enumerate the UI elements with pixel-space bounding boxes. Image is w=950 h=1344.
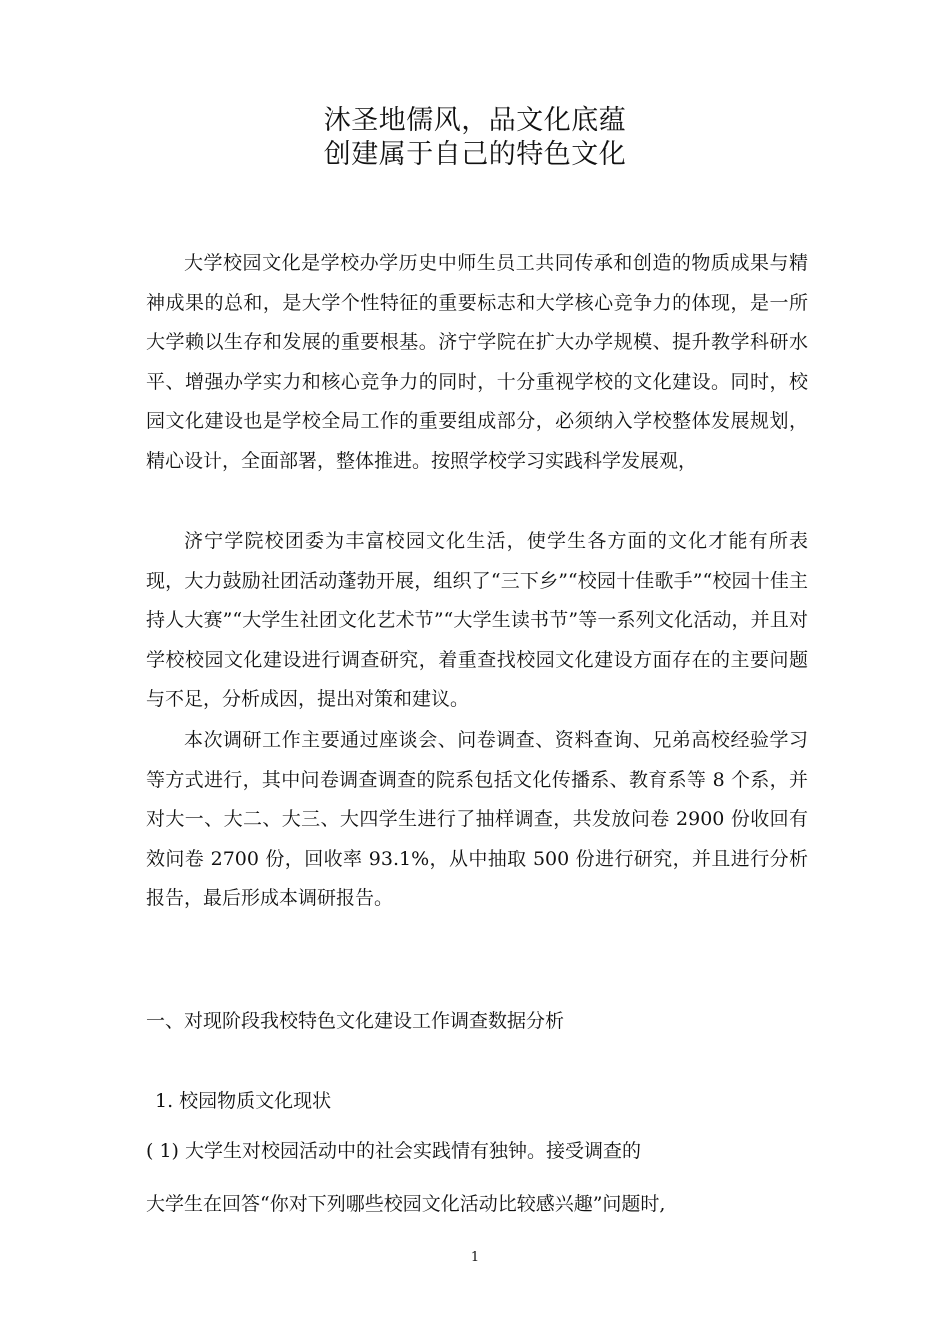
document-title-line-2: 创建属于自己的特色文化: [323, 139, 627, 170]
section-heading: 一、对现阶段我校特色文化建设工作调查数据分析: [146, 1010, 565, 1032]
document-title-line-1: 沐圣地儒风，品文化底蕴: [323, 105, 627, 136]
body-line-1: ( 1) 大学生对校园活动中的社会实践情有独钟。接受调查的: [146, 1140, 641, 1162]
body-line-2: 大学生在回答“你对下列哪些校园文化活动比较感兴趣”问题时,: [146, 1193, 666, 1215]
page-number: 1: [470, 1250, 480, 1265]
paragraph-1: 大学校园文化是学校办学历史中师生员工共同传承和创造的物质成果与精神成果的总和，是大学个性特征的重要标志和大学核心竞争力的体现，是一所大学赖以生存和发展的重要根基。济宁学院在扩大办学规模、提升教学科研水平、增强办学实力和核心竞争力的同时，十分重视学校的文化建设。同时，校园文化建设也是学校全局工作的重要组成部分，必须纳入学校整体发展规划，精心设计，全面部署，整体推进。按照学校学习实践科学发展观，: [146, 252, 808, 472]
paragraph-2: 济宁学院校团委为丰富校园文化生活，使学生各方面的文化才能有所表现，大力鼓励社团活动蓬勃开展，组织了“三下乡”“校园十佳歌手”“校园十佳主持人大赛”“大学生社团文化艺术节”“大学生读书节”等一系列文化活动，并且对学校校园文化建设进行调查研究，着重查找校园文化建设方面存在的主要问题与不足，分析成因，提出对策和建议。: [146, 530, 808, 710]
subsection-heading: 1. 校园物质文化现状: [155, 1090, 332, 1112]
paragraph-3: 本次调研工作主要通过座谈会、问卷调查、资料查询、兄弟高校经验学习等方式进行，其中问卷调查调查的院系包括文化传播系、教育系等 8 个系，并对大一、大二、大三、大四学生进行了抽样调查，共发放问卷 2900 份收回有效问卷 2700 份，回收率 93.1%，从中抽取 500 份进行研究，并且进行分析报告，最后形成本调研报告。: [146, 729, 808, 909]
